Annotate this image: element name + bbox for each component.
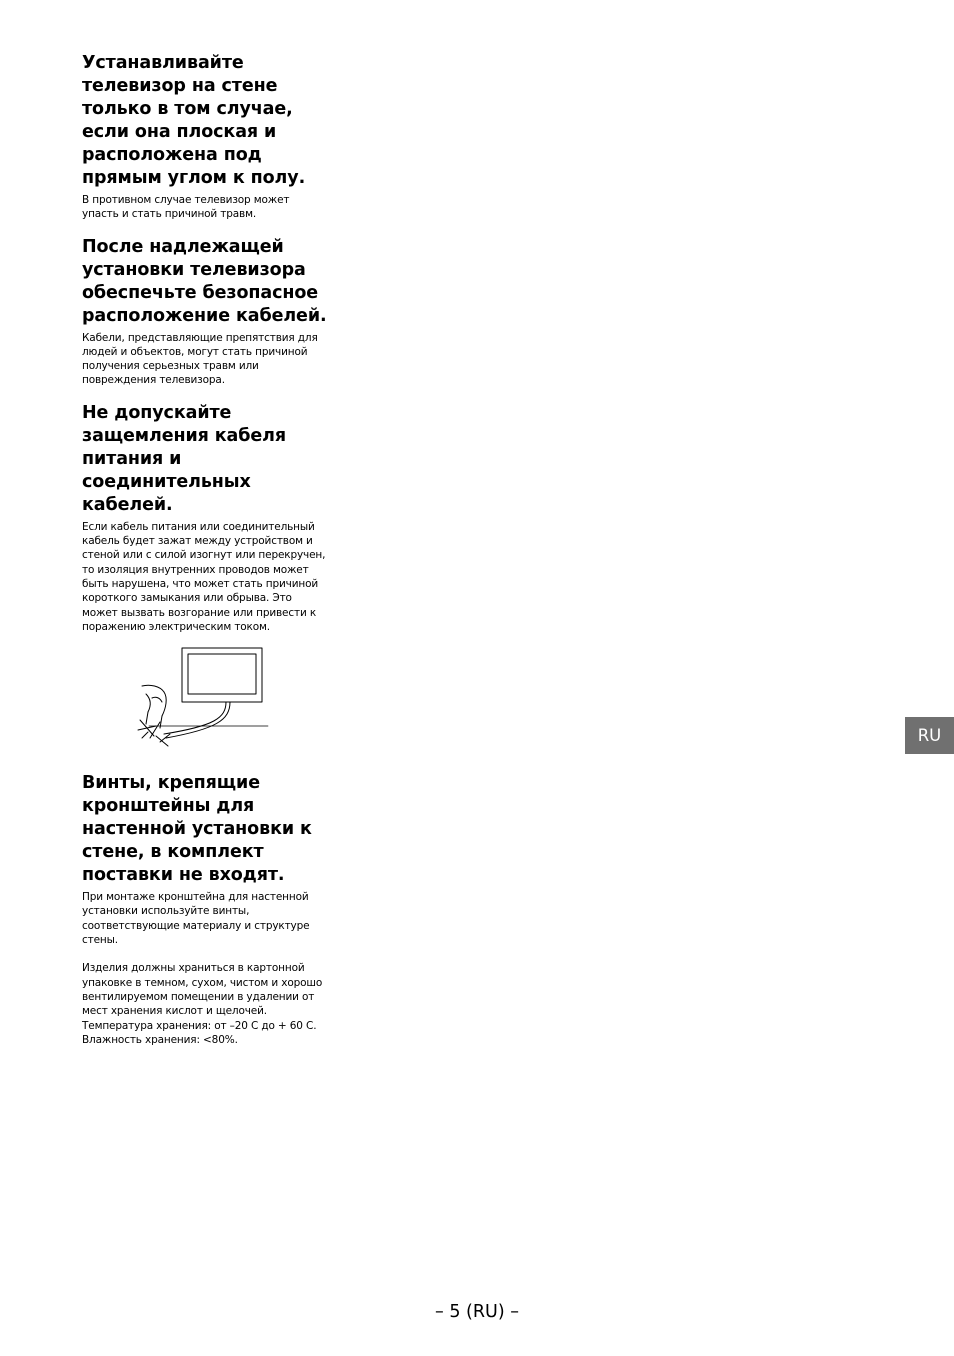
section-heading: Не допускайте защемления кабеля питания и соединительных кабелей. [82, 402, 286, 515]
section-body: Кабели, представляющие препятствия для людей и объектов, могут стать причиной получения серьезных травм или повреждения телевизора. [82, 331, 318, 387]
storage-conditions-text: Изделия должны храниться в картонной упаковке в темном, сухом, чистом и хорошо вентилируемом помещении в удалении от мест хранения кислот и щелочей. Температура хранения: от –20 С до + 60 С. Влажность хранения: <80%. [82, 962, 323, 1046]
language-tab: RU [905, 717, 954, 754]
section-cable-pinch [82, 402, 327, 634]
section-heading: После надлежащей установки телевизора обеспечьте безопасное расположение кабелей. [82, 236, 327, 326]
section-body: Если кабель питания или соединительный кабель будет зажат между устройством и стеной или с силой изогнут или перекручен, то изоляция внутренних проводов может быть нарушена, что может стать причиной короткого замыкания или обрыва. Это может вызвать возгорание или привести к поражению электрическим током. [82, 520, 326, 633]
page-number: – 5 (RU) – [435, 1302, 519, 1322]
content-column [82, 52, 327, 1061]
section-cables-safe [82, 236, 327, 388]
section-body: При монтаже кронштейна для настенной установки используйте винты, соответствующие материалу и структуре стены. [82, 891, 310, 947]
section-screws [82, 772, 327, 1047]
tv-cable-pinched-illustration-icon [134, 646, 269, 748]
section-body: В противном случае телевизор может упасть и стать причиной травм. [82, 194, 290, 221]
section-heading: Винты, крепящие кронштейны для настенной установки к стене, в комплект поставки не входят. [82, 773, 312, 886]
section-heading: Устанавливайте телевизор на стене только в том случае, если она плоская и расположена под прямым углом к полу. [82, 53, 306, 188]
section-wall-flat [82, 52, 327, 222]
